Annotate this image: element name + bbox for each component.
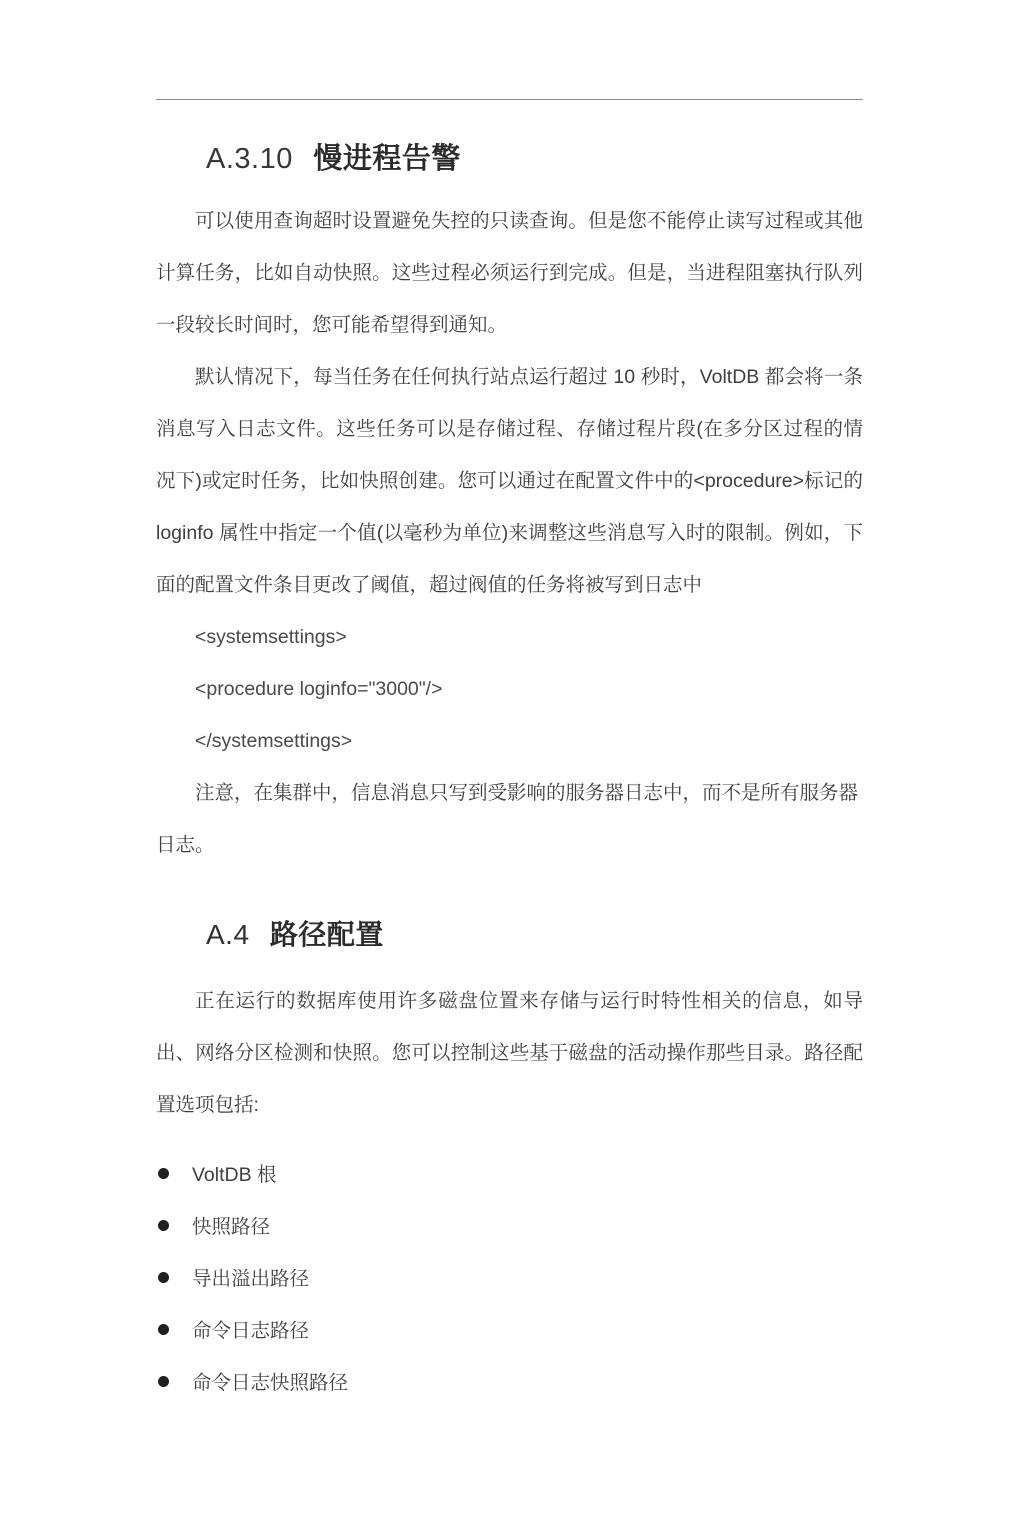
heading-title: 路径配置 bbox=[269, 919, 384, 950]
list-item-label: 快照路径 bbox=[192, 1216, 271, 1238]
code-line-systemsettings-close: </systemsettings> bbox=[195, 730, 353, 752]
code-line-systemsettings-open: <systemsettings> bbox=[195, 626, 347, 648]
heading-number: A.3.10 bbox=[206, 143, 293, 175]
list-item-label: 导出溢出路径 bbox=[192, 1268, 310, 1290]
code-block bbox=[156, 611, 863, 767]
list-item-label: 命令日志路径 bbox=[192, 1320, 310, 1342]
list-item bbox=[156, 1251, 863, 1303]
list-item bbox=[156, 1355, 863, 1407]
section-heading-a4 bbox=[206, 913, 863, 953]
list-item bbox=[156, 1147, 863, 1199]
list-item-label: VoltDB 根 bbox=[192, 1164, 277, 1186]
list-item bbox=[156, 1303, 863, 1355]
heading-number: A.4 bbox=[206, 919, 250, 950]
top-divider bbox=[156, 99, 863, 100]
bullet-icon bbox=[158, 1376, 169, 1387]
list-item-label: 命令日志快照路径 bbox=[192, 1372, 349, 1394]
bullet-icon bbox=[158, 1168, 169, 1179]
bullet-icon bbox=[158, 1220, 169, 1231]
paragraph-path-config-intro: 正在运行的数据库使用许多磁盘位置来存储与运行时特性相关的信息，如导出、网络分区检测和快照。您可以控制这些基于磁盘的活动操作那些目录。路径配置选项包括: bbox=[156, 990, 863, 1116]
paragraph-query-timeout: 可以使用查询超时设置避免失控的只读查询。但是您不能停止读写过程或其他计算任务，比如自动快照。这些过程必须运行到完成。但是，当进程阻塞执行队列一段较长时间时，您可能希望得到通知。 bbox=[156, 210, 863, 336]
document-page bbox=[0, 99, 1019, 1539]
paragraph-cluster-note: 注意，在集群中，信息消息只写到受影响的服务器日志中，而不是所有服务器日志。 bbox=[156, 782, 859, 856]
bullet-icon bbox=[158, 1324, 169, 1335]
paragraph-default-logging: 默认情况下，每当任务在任何执行站点运行超过 10 秒时，VoltDB 都会将一条消息写入日志文件。这些任务可以是存储过程、存储过程片段(在多分区过程的情况下)或定时任务，比如快照创建。您可以通过在配置文件中的<procedure>标记的 loginfo 属性中指定一个值(以毫秒为单位)来调整这些消息写入时的限制。例如，下面的配置文件条目更改了阈值，超过阀值的任务将被写到日志中 bbox=[156, 366, 863, 596]
code-line-procedure-loginfo: <procedure loginfo="3000"/> bbox=[195, 678, 443, 700]
list-item bbox=[156, 1199, 863, 1251]
bullet-icon bbox=[158, 1272, 169, 1283]
path-options-list bbox=[156, 1147, 863, 1407]
heading-title: 慢进程告警 bbox=[313, 143, 461, 175]
section-heading-a3-10 bbox=[206, 136, 863, 177]
